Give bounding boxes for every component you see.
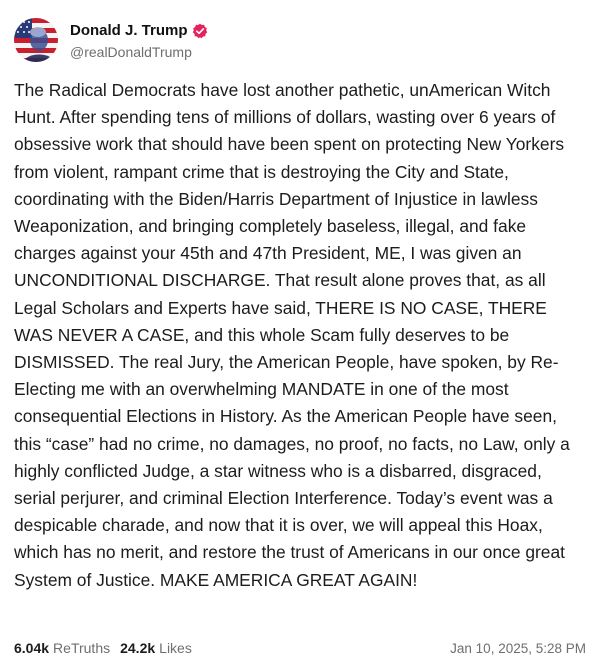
likes-stat[interactable] <box>120 640 192 656</box>
profile-avatar-icon <box>14 18 58 62</box>
retruths-stat[interactable] <box>14 640 110 656</box>
post-header <box>14 16 584 64</box>
post-footer <box>14 640 586 656</box>
author-block <box>70 21 208 60</box>
post-timestamp[interactable]: Jan 10, 2025, 5:28 PM <box>450 640 586 656</box>
avatar[interactable] <box>14 18 58 62</box>
likes-count: 24.2k <box>120 640 156 656</box>
retruths-count: 6.04k <box>14 640 50 656</box>
author-handle[interactable]: @realDonaldTrump <box>70 43 192 60</box>
likes-label: Likes <box>159 640 192 656</box>
author-display-name[interactable]: Donald J. Trump <box>70 22 188 39</box>
verified-badge-icon <box>192 23 208 39</box>
author-name-row <box>70 21 208 41</box>
retruths-label: ReTruths <box>53 640 111 656</box>
post-body-text: The Radical Democrats have lost another pathetic, unAmerican Witch Hunt. After spending tens of millions of dollars, wasting over 6 years of obsessive work that should have been spent on protecting New Yorkers from violent, rampant crime that is destroying the City and State, coordinating with the Biden/Harris Department of Injustice in lawless Weaponization, and bringing completely baseless, illegal, and fake charges against your 45th and 47th President, ME, I was given an UNCONDITIONAL DISCHARGE. That result alone proves that, as all Legal Scholars and Experts have said, THERE IS NO CASE, THERE WAS NEVER A CASE, and this whole Scam fully deserves to be DISMISSED. The real Jury, the American People, have spoken, by Re-Electing me with an overwhelming MANDATE in one of the most consequential Elections in History. As the American People have seen, this “case” had no crime, no damages, no proof, no facts, no Law, only a highly conflicted Judge, a star witness who is a disbarred, disgraced, serial perjurer, and criminal Election Interference. Today’s event was a despicable charade, and now that it is over, we will appeal this Hoax, which has no merit, and restore the trust of Americans in our once great System of Justice. MAKE AMERICA GREAT AGAIN! <box>14 80 570 590</box>
